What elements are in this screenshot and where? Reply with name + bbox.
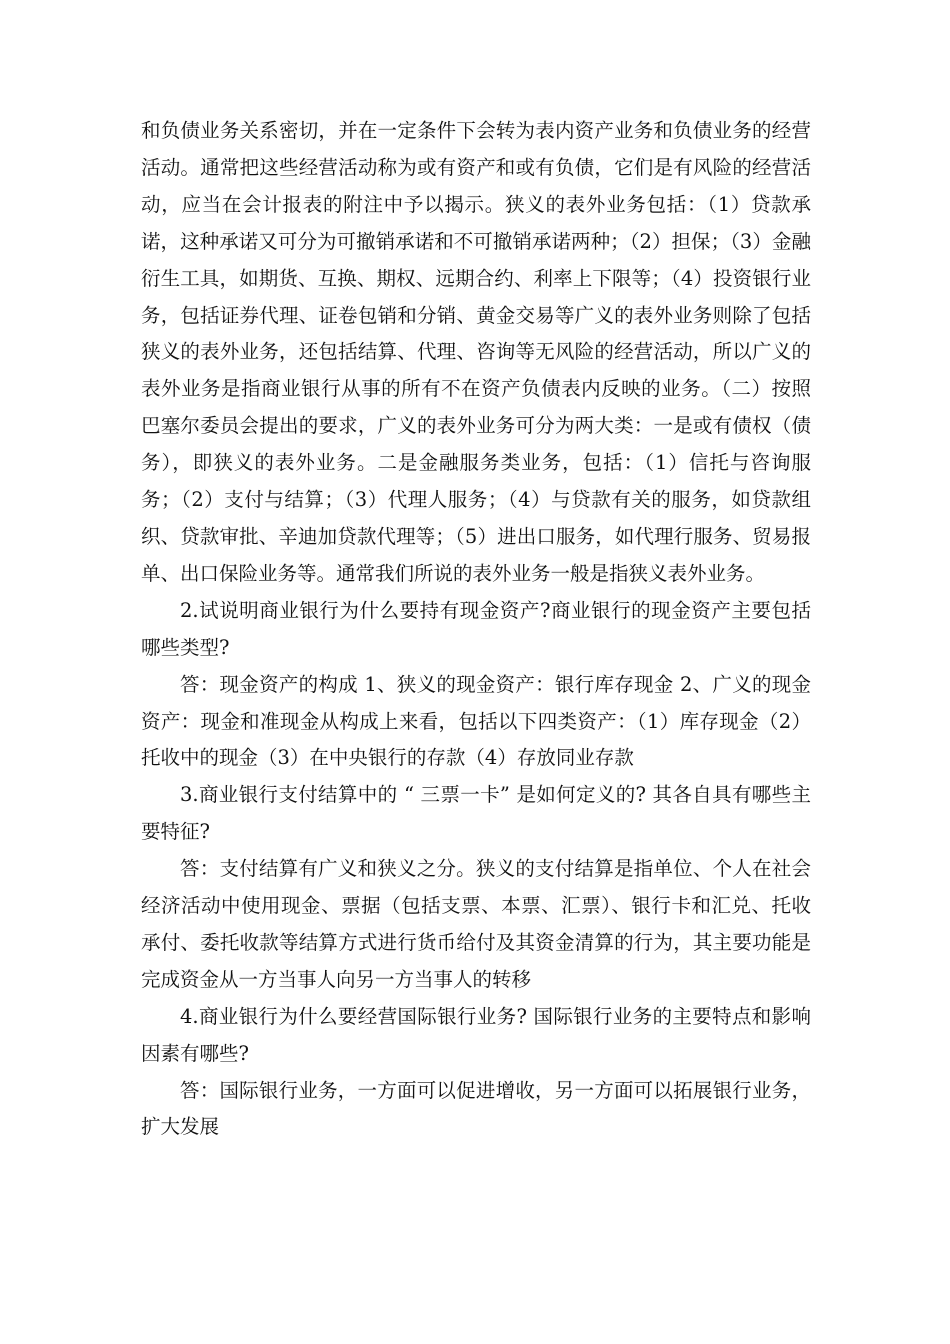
question-2: 2.试说明商业银行为什么要持有现金资产?商业银行的现金资产主要包括哪些类型? <box>141 598 811 659</box>
answer-4: 答：国际银行业务，一方面可以促进增收，另一方面可以拓展银行业务，扩大发展 <box>141 1078 811 1139</box>
question-4: 4.商业银行为什么要经营国际银行业务? 国际银行业务的主要特点和影响因素有哪些? <box>141 1004 811 1065</box>
paragraph-off-balance-sheet-answer: 和负债业务关系密切，并在一定条件下会转为表内资产业务和负债业务的经营活动。通常把这些经营活动称为或有资产和或有负债，它们是有风险的经营活动，应当在会计报表的附注中予以揭示。狭义的表外业务包括：（1）贷款承诺，这种承诺又可分为可撤销承诺和不可撤销承诺两种；（2）担保；（3）金融衍生工具，如期货、互换、期权、远期合约、利率上下限等；（4）投资银行业务，包括证券代理、证卷包销和分销、黄金交易等广义的表外业务则除了包括狭义的表外业务，还包括结算、代理、咨询等无风险的经营活动，所以广义的表外业务是指商业银行从事的所有不在资产负债表内反映的业务。（二）按照巴塞尔委员会提出的要求，广义的表外业务可分为两大类：一是或有债权（债务），即狭义的表外业务。二是金融服务类业务，包括：（1）信托与咨询服务；（2）支付与结算；（3）代理人服务；（4）与贷款有关的服务，如贷款组织、贷款审批、辛迪加贷款代理等；（5）进出口服务，如代理行服务、贸易报单、出口保险业务等。通常我们所说的表外业务一般是指狭义表外业务。 <box>141 119 811 585</box>
answer-2: 答：现金资产的构成 1、狭义的现金资产：银行库存现金 2、广义的现金资产：现金和准现金从构成上来看，包括以下四类资产：（1）库存现金（2）托收中的现金（3）在中央银行的存款（4）存放同业存款 <box>141 672 811 770</box>
question-3: 3.商业银行支付结算中的 “ 三票一卡” 是如何定义的? 其各自具有哪些主要特征? <box>141 783 811 844</box>
answer-3: 答：支付结算有广义和狭义之分。狭义的支付结算是指单位、个人在社会经济活动中使用现金、票据（包括支票、本票、汇票）、银行卡和汇兑、托收承付、委托收款等结算方式进行货币给付及其资金清算的行为，其主要功能是完成资金从一方当事人向另一方当事人的转移 <box>141 857 811 991</box>
document-body <box>141 113 811 1146</box>
